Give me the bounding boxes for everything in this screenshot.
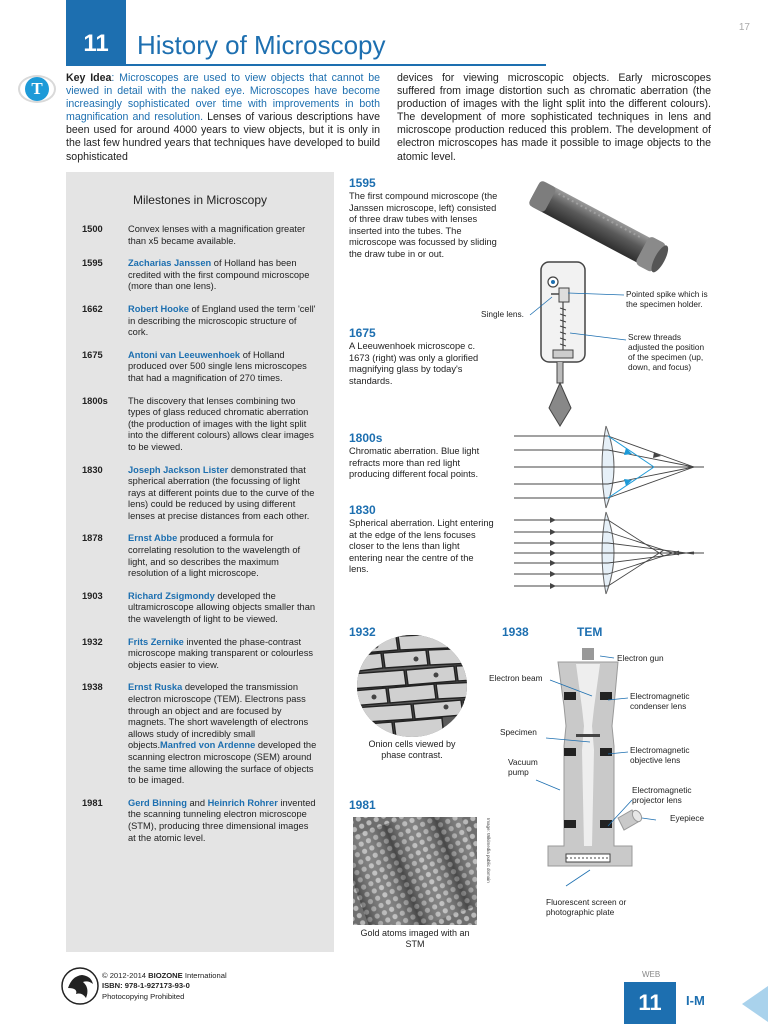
section-1800s-text: Chromatic aberration. Blue light refracts more than red light producing different focal points. bbox=[349, 446, 480, 480]
intro-body-left: Lenses of various descriptions have been used for around 4000 years to view objects, but it is only in the last few hundred years that techniques have developed to build sophisticated bbox=[66, 111, 380, 163]
milestone-text bbox=[128, 533, 318, 579]
milestone-person: Ernst Abbe bbox=[128, 533, 178, 544]
label-condenser-lens: Electromagnetic condenser lens bbox=[630, 691, 690, 711]
spherical-aberration-diagram bbox=[514, 510, 710, 596]
milestones-title: Milestones in Microscopy bbox=[132, 193, 268, 207]
milestone-text bbox=[128, 396, 318, 454]
chapter-number: 11 bbox=[83, 30, 109, 57]
milestone-text bbox=[128, 798, 318, 844]
milestone-person: Frits Zernike bbox=[128, 636, 184, 647]
copyright-prefix: © 2012-2014 bbox=[102, 971, 149, 980]
milestone-text bbox=[128, 224, 318, 247]
milestone-item bbox=[66, 396, 334, 454]
label-specimen: Specimen bbox=[500, 727, 537, 737]
milestone-item bbox=[66, 533, 334, 579]
section-1981-year: 1981 bbox=[349, 798, 376, 812]
milestone-desc: invented the phase-contrast microscope making transparent or colourless objects easier to view. bbox=[128, 636, 313, 670]
milestone-text bbox=[128, 591, 318, 626]
section-1932-year: 1932 bbox=[349, 625, 376, 639]
onion-caption: Onion cells viewed by phase contrast. bbox=[368, 739, 456, 760]
key-idea-label: Key Idea bbox=[66, 72, 112, 84]
label-eyepiece: Eyepiece bbox=[670, 813, 705, 823]
footer-copyright bbox=[102, 971, 227, 1002]
section-1595-year: 1595 bbox=[349, 176, 376, 190]
milestone-person: Richard Zsigmondy bbox=[128, 590, 215, 601]
isbn: ISBN: 978-1-927173-93-0 bbox=[102, 981, 190, 991]
badge-letter: T bbox=[25, 77, 49, 101]
milestone-person: Manfred von Ardenne bbox=[160, 740, 256, 751]
next-page-arrow-icon[interactable] bbox=[742, 986, 768, 1022]
label-fluorescent-screen: Fluorescent screen or photographic plate bbox=[546, 897, 627, 917]
milestone-text bbox=[128, 465, 318, 523]
milestone-item bbox=[66, 224, 334, 247]
milestone-text bbox=[128, 258, 318, 293]
milestone-desc: developed the ultramicroscope allowing objects smaller than the wavelength of light to be viewed. bbox=[128, 590, 316, 625]
section-1830-year: 1830 bbox=[349, 503, 376, 517]
milestone-desc: developed the scanning electron microscope (SEM) around the same time allowing the surface of objects to be imaged. bbox=[128, 740, 317, 786]
teacher-badge-icon bbox=[18, 75, 56, 103]
milestone-desc: invented the scanning tunneling electron microscope (STM), producing three dimensional images at the atomic level. bbox=[128, 797, 316, 843]
title-rule bbox=[66, 64, 546, 66]
milestone-text bbox=[128, 304, 318, 339]
onion-cells-image bbox=[356, 634, 468, 738]
footer-code: I-M bbox=[686, 993, 705, 1008]
key-idea-text: : Microscopes are used to view objects that cannot be viewed in detail with the naked eye. Microscopes have become increasingly sophisticated over time with improvements in both magnification and resolution. bbox=[66, 72, 381, 124]
section-1938-year: 1938 bbox=[502, 625, 529, 639]
label-single-lens: Single lens. bbox=[481, 309, 524, 319]
gold-atoms-caption: Gold atoms imaged with an STM bbox=[360, 928, 470, 949]
biozone-logo-icon bbox=[60, 966, 100, 1006]
milestone-year: 1500 bbox=[82, 224, 103, 234]
gold-atoms-stm-image bbox=[353, 817, 477, 925]
footer-chapter-tab bbox=[624, 982, 676, 1024]
label-projector-lens: Electromagnetic projector lens bbox=[632, 785, 692, 805]
milestone-person: Robert Hooke bbox=[128, 303, 189, 314]
leeuwenhoek-leader-lines bbox=[520, 285, 630, 355]
milestone-desc: The discovery that lenses combining two types of glass reduced chromatic aberration (the production of images with the light split into the different colours) allows clear images to be viewed. bbox=[128, 395, 314, 452]
milestone-year: 1903 bbox=[82, 590, 103, 601]
intro-right-column: devices for viewing microscopic objects. Early microscopes suffered from image distortion such as chromatic aberration (the production of images with the light split into the different colours). The development of more sophisticated techniques in lens and microscope production reduced this problem. The development of electron microscopes has made it possible to image objects to the atomic level. bbox=[397, 72, 711, 163]
label-screw-threads: Screw threads adjusted the position of the specimen (up, down, and focus) bbox=[628, 332, 705, 372]
label-vacuum-pump: Vacuum pump bbox=[508, 757, 538, 777]
milestone-desc: Convex lenses with a magnification greater than x5 became available. bbox=[128, 224, 306, 246]
milestone-year: 1800s bbox=[82, 395, 108, 406]
milestone-person: Ernst Ruska bbox=[128, 682, 183, 693]
milestone-desc: of England used the term 'cell' in describing the microscopic structure of cork. bbox=[128, 303, 316, 338]
milestone-text bbox=[128, 682, 318, 786]
milestone-item bbox=[66, 350, 334, 385]
copyright-suffix: International bbox=[182, 971, 227, 980]
section-1595-text: The first compound microscope (the Janssen microscope, left) consisted of three draw tubes with lenses inserted into the tubes. The microscope was focussed by sliding the draw tube in or out. bbox=[349, 191, 498, 259]
milestone-person: Gerd Binning bbox=[128, 797, 187, 808]
milestone-item bbox=[66, 258, 334, 293]
section-1800s-year: 1800s bbox=[349, 431, 383, 445]
section-1675-year: 1675 bbox=[349, 326, 376, 340]
milestone-year: 1675 bbox=[82, 349, 103, 360]
milestone-person: Joseph Jackson Lister bbox=[128, 464, 229, 475]
milestones-panel bbox=[66, 172, 334, 952]
photocopy-notice: Photocopying Prohibited bbox=[102, 991, 185, 1001]
brand-name: BIOZONE bbox=[148, 971, 183, 980]
page-number: 17 bbox=[738, 22, 750, 33]
milestone-item bbox=[66, 304, 334, 339]
milestone-year: 1932 bbox=[82, 636, 103, 647]
milestone-text bbox=[128, 350, 318, 385]
chromatic-aberration-diagram bbox=[514, 424, 710, 510]
milestone-item bbox=[66, 798, 334, 844]
milestone-person: Zacharias Janssen bbox=[128, 258, 212, 269]
section-tem-heading: TEM bbox=[577, 625, 603, 639]
milestone-person: Heinrich Rohrer bbox=[207, 797, 278, 808]
chapter-number-tab bbox=[66, 0, 126, 64]
label-electron-gun: Electron gun bbox=[617, 653, 664, 663]
section-1675-text: A Leeuwenhoek microscope c. 1673 (right) was only a glorified magnifying glass by today's standards. bbox=[349, 341, 479, 386]
label-electron-beam: Electron beam bbox=[489, 673, 543, 683]
section-1830-text: Spherical aberration. Light entering at the edge of the lens focuses closer to the lens than light entering near the centre of the lens. bbox=[349, 518, 494, 575]
milestones-list bbox=[66, 224, 334, 855]
milestone-text bbox=[128, 637, 318, 672]
milestone-desc: developed the transmission electron microscope (TEM). Electrons pass through an object and are focused by magnets. The short wavelength of electrons allows study of incredibly small objects. bbox=[128, 682, 309, 751]
milestone-item bbox=[66, 465, 334, 523]
label-pointed-spike: Pointed spike which is the specimen holder. bbox=[626, 289, 708, 309]
label-objective-lens: Electromagnetic objective lens bbox=[630, 745, 690, 765]
milestone-item bbox=[66, 591, 334, 626]
milestone-year: 1662 bbox=[82, 303, 103, 314]
milestone-item bbox=[66, 637, 334, 672]
intro-left-column bbox=[66, 72, 380, 164]
footer-chapter-number: 11 bbox=[638, 990, 662, 1015]
milestone-item bbox=[66, 682, 334, 786]
image-credit: Image: Wikimedia public domain bbox=[486, 818, 491, 883]
milestone-desc: of Holland produced over 500 single lens microscopes that had a magnification of 270 times. bbox=[128, 349, 307, 383]
milestone-year: 1878 bbox=[82, 533, 103, 544]
milestone-desc: produced a formula for correlating resolution to the wavelength of light, and so describes the maximum resolution of a light microscope. bbox=[128, 533, 301, 579]
milestone-year: 1595 bbox=[82, 258, 103, 269]
page-title: History of Microscopy bbox=[137, 30, 386, 60]
milestone-desc: of Holland has been credited with the first compound microscope (more than one lens). bbox=[128, 258, 310, 292]
web-label: WEB bbox=[642, 970, 661, 979]
milestone-year: 1830 bbox=[82, 464, 103, 475]
milestone-person: Antoni van Leeuwenhoek bbox=[128, 349, 241, 360]
milestone-desc: and bbox=[186, 797, 208, 808]
milestone-desc: demonstrated that spherical aberration (the focussing of light rays at different points due to the curve of the lens) could be reduced by using different lenses at precise distances from each other. bbox=[128, 464, 315, 521]
milestone-year: 1981 bbox=[82, 797, 103, 808]
milestone-year: 1938 bbox=[82, 682, 103, 693]
